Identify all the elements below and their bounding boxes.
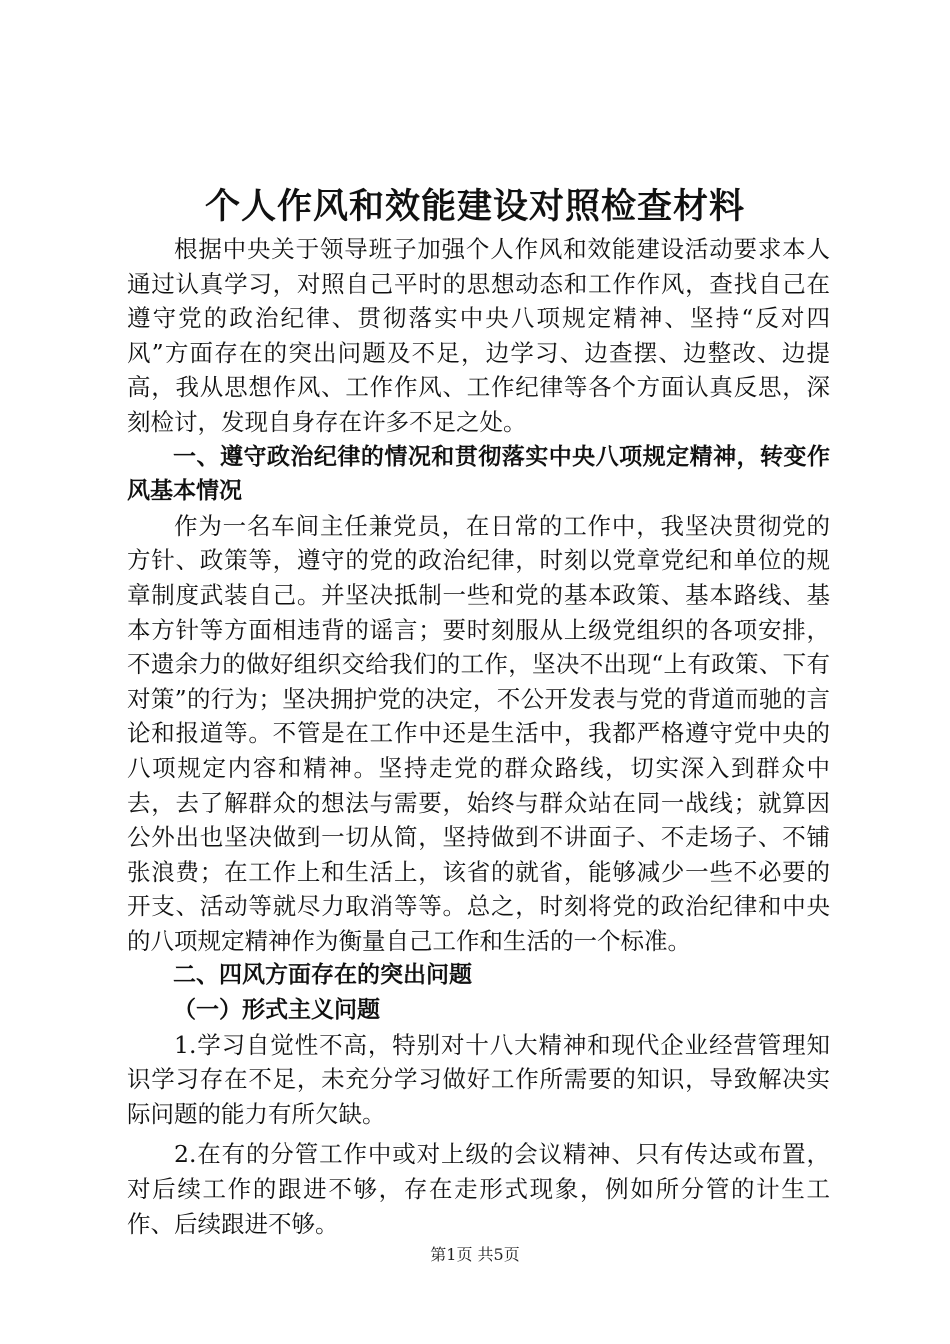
intro-paragraph: 根据中央关于领导班子加强个人作风和效能建设活动要求本人通过认真学习，对照自己平时的思想动态和工作作风，查找自己在遵守党的政治纪律、贯彻落实中央八项规定精神、坚持“反对四风”方面存在的突出问题及不足，边学习、边查摆、边整改、边提高，我从思想作风、工作作风、工作纪律等各个方面认真反思，深刻检讨，发现自身存在许多不足之处。 (127, 235, 830, 436)
section-heading-2: 二、四风方面存在的突出问题 (173, 962, 472, 989)
page-footer: 第1页 共5页 (430, 1245, 520, 1264)
list-item: 1.学习自觉性不高，特别对十八大精神和现代企业经营管理知识学习存在不足，未充分学习做好工作所需要的知识，导致解决实际问题的能力有所欠缺。 (127, 1030, 830, 1128)
subsection-heading-1: （一）形式主义问题 (173, 997, 380, 1024)
section-1-paragraph: 作为一名车间主任兼党员，在日常的工作中，我坚决贯彻党的方针、政策等，遵守的党的政治纪律，时刻以党章党纪和单位的规章制度武装自己。并坚决抵制一些和党的基本政策、基本路线、基本方针等方面相违背的谣言；要时刻服从上级党组织的各项安排，不遗余力的做好组织交给我们的工作，坚决不出现“上有政策、下有对策”的行为；坚决拥护党的决定，不公开发表与党的背道而驰的言论和报道等。不管是在工作中还是生活中，我都严格遵守党中央的八项规定内容和精神。坚持走党的群众路线，切实深入到群众中去，去了解群众的想法与需要，始终与群众站在同一战线；就算因公外出也坚决做到一切从简，坚持做到不讲面子、不走场子、不铺张浪费；在工作上和生活上，该省的就省，能够减少一些不必要的开支、活动等就尽力取消等等。总之，时刻将党的政治纪律和中央的八项规定精神作为衡量自己工作和生活的一个标准。 (127, 511, 830, 955)
section-heading-1: 一、遵守政治纪律的情况和贯彻落实中央八项规定精神，转变作风基本情况 (127, 443, 830, 505)
document-body (127, 232, 830, 1241)
page-title: 个人作风和效能建设对照检查材料 (204, 187, 745, 227)
list-item: 2.在有的分管工作中或对上级的会议精神、只有传达或布置，对后续工作的跟进不够，存在走形式现象，例如所分管的计生工作、后续跟进不够。 (127, 1140, 830, 1238)
